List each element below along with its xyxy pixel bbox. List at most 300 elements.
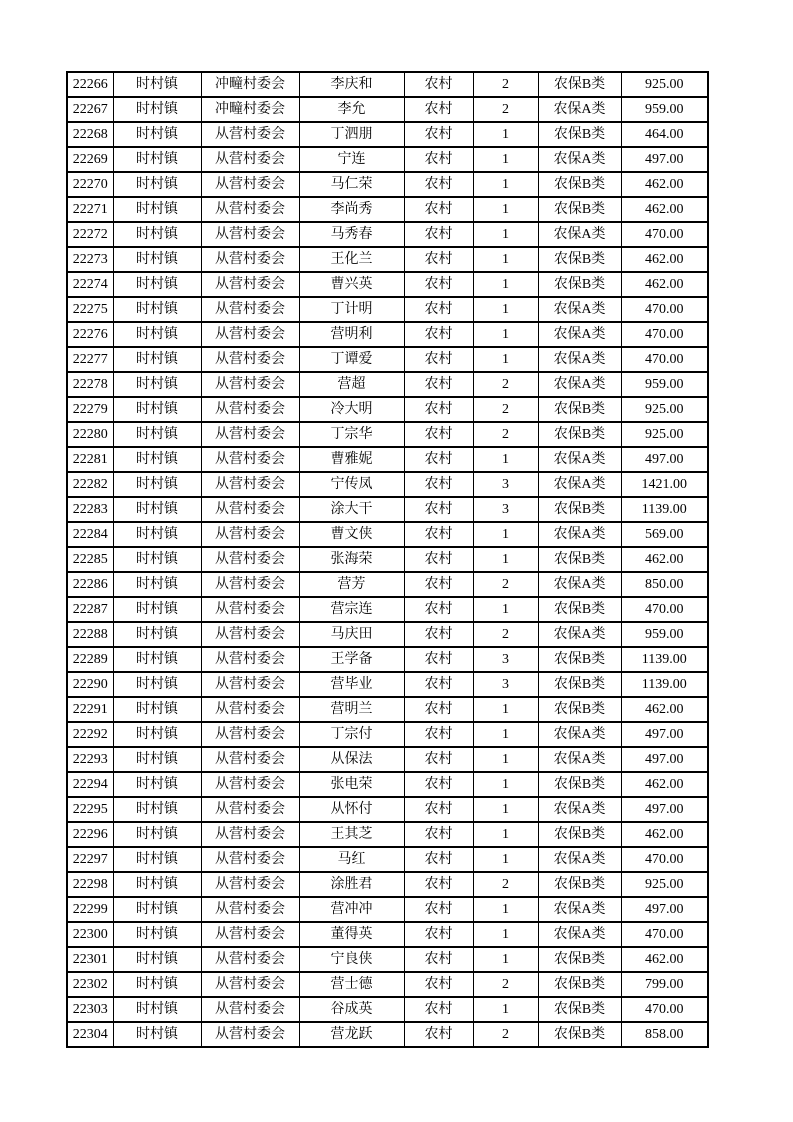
residence-type-cell: 农村 (404, 597, 473, 622)
person-name-cell: 丁谭爱 (299, 347, 404, 372)
serial-number-cell: 22267 (67, 97, 113, 122)
village-committee-cell: 从营村委会 (201, 947, 299, 972)
amount-cell: 497.00 (621, 897, 708, 922)
residence-type-cell: 农村 (404, 72, 473, 97)
amount-cell: 470.00 (621, 847, 708, 872)
serial-number-cell: 22279 (67, 397, 113, 422)
insurance-category-cell: 农保B类 (538, 122, 621, 147)
serial-number-cell: 22287 (67, 597, 113, 622)
serial-number-cell: 22273 (67, 247, 113, 272)
village-committee-cell: 从营村委会 (201, 847, 299, 872)
person-count-cell: 2 (473, 572, 538, 597)
person-count-cell: 1 (473, 897, 538, 922)
village-committee-cell: 从营村委会 (201, 747, 299, 772)
person-count-cell: 1 (473, 847, 538, 872)
amount-cell: 497.00 (621, 797, 708, 822)
person-name-cell: 王其芝 (299, 822, 404, 847)
amount-cell: 925.00 (621, 72, 708, 97)
serial-number-cell: 22269 (67, 147, 113, 172)
amount-cell: 464.00 (621, 122, 708, 147)
person-name-cell: 涂胜君 (299, 872, 404, 897)
insurance-category-cell: 农保B类 (538, 1022, 621, 1047)
serial-number-cell: 22298 (67, 872, 113, 897)
person-count-cell: 1 (473, 222, 538, 247)
residence-type-cell: 农村 (404, 422, 473, 447)
residence-type-cell: 农村 (404, 447, 473, 472)
table-row (67, 747, 708, 772)
table-row (67, 947, 708, 972)
person-count-cell: 2 (473, 622, 538, 647)
person-name-cell: 宁良侠 (299, 947, 404, 972)
person-count-cell: 2 (473, 1022, 538, 1047)
residence-type-cell: 农村 (404, 247, 473, 272)
amount-cell: 462.00 (621, 172, 708, 197)
table-row (67, 697, 708, 722)
village-committee-cell: 从营村委会 (201, 522, 299, 547)
person-count-cell: 1 (473, 747, 538, 772)
serial-number-cell: 22281 (67, 447, 113, 472)
town-cell: 时村镇 (113, 1022, 201, 1047)
residence-type-cell: 农村 (404, 822, 473, 847)
insurance-category-cell: 农保B类 (538, 822, 621, 847)
village-committee-cell: 冲疃村委会 (201, 97, 299, 122)
person-name-cell: 从保法 (299, 747, 404, 772)
insurance-category-cell: 农保A类 (538, 922, 621, 947)
person-count-cell: 1 (473, 272, 538, 297)
person-count-cell: 3 (473, 672, 538, 697)
village-committee-cell: 从营村委会 (201, 697, 299, 722)
serial-number-cell: 22272 (67, 222, 113, 247)
village-committee-cell: 从营村委会 (201, 447, 299, 472)
residence-type-cell: 农村 (404, 647, 473, 672)
amount-cell: 1139.00 (621, 672, 708, 697)
insurance-category-cell: 农保A类 (538, 572, 621, 597)
town-cell: 时村镇 (113, 972, 201, 997)
village-committee-cell: 从营村委会 (201, 572, 299, 597)
insurance-category-cell: 农保B类 (538, 172, 621, 197)
village-committee-cell: 从营村委会 (201, 372, 299, 397)
table-row (67, 772, 708, 797)
person-count-cell: 2 (473, 872, 538, 897)
insurance-category-cell: 农保A类 (538, 897, 621, 922)
residence-type-cell: 农村 (404, 547, 473, 572)
person-name-cell: 营明兰 (299, 697, 404, 722)
person-count-cell: 1 (473, 322, 538, 347)
person-count-cell: 1 (473, 922, 538, 947)
person-name-cell: 营明利 (299, 322, 404, 347)
insurance-category-cell: 农保A类 (538, 797, 621, 822)
person-name-cell: 冷大明 (299, 397, 404, 422)
insurance-category-cell: 农保B类 (538, 547, 621, 572)
serial-number-cell: 22293 (67, 747, 113, 772)
residence-type-cell: 农村 (404, 747, 473, 772)
serial-number-cell: 22275 (67, 297, 113, 322)
person-count-cell: 1 (473, 522, 538, 547)
insurance-category-cell: 农保B类 (538, 197, 621, 222)
serial-number-cell: 22268 (67, 122, 113, 147)
amount-cell: 799.00 (621, 972, 708, 997)
amount-cell: 470.00 (621, 322, 708, 347)
insurance-category-cell: 农保A类 (538, 222, 621, 247)
person-count-cell: 2 (473, 422, 538, 447)
amount-cell: 497.00 (621, 447, 708, 472)
residence-type-cell: 农村 (404, 1022, 473, 1047)
town-cell: 时村镇 (113, 822, 201, 847)
residence-type-cell: 农村 (404, 372, 473, 397)
village-committee-cell: 从营村委会 (201, 547, 299, 572)
serial-number-cell: 22284 (67, 522, 113, 547)
town-cell: 时村镇 (113, 97, 201, 122)
insurance-category-cell: 农保B类 (538, 397, 621, 422)
town-cell: 时村镇 (113, 372, 201, 397)
amount-cell: 925.00 (621, 422, 708, 447)
person-name-cell: 谷成英 (299, 997, 404, 1022)
town-cell: 时村镇 (113, 197, 201, 222)
amount-cell: 959.00 (621, 372, 708, 397)
amount-cell: 850.00 (621, 572, 708, 597)
amount-cell: 462.00 (621, 247, 708, 272)
person-name-cell: 丁计明 (299, 297, 404, 322)
village-committee-cell: 从营村委会 (201, 897, 299, 922)
serial-number-cell: 22288 (67, 622, 113, 647)
village-committee-cell: 从营村委会 (201, 472, 299, 497)
amount-cell: 569.00 (621, 522, 708, 547)
person-count-cell: 2 (473, 372, 538, 397)
amount-cell: 470.00 (621, 347, 708, 372)
town-cell: 时村镇 (113, 722, 201, 747)
serial-number-cell: 22271 (67, 197, 113, 222)
residence-type-cell: 农村 (404, 947, 473, 972)
person-name-cell: 营毕业 (299, 672, 404, 697)
town-cell: 时村镇 (113, 122, 201, 147)
insurance-category-cell: 农保A类 (538, 347, 621, 372)
insurance-category-cell: 农保A类 (538, 847, 621, 872)
town-cell: 时村镇 (113, 147, 201, 172)
person-count-cell: 1 (473, 347, 538, 372)
table-row (67, 547, 708, 572)
village-committee-cell: 从营村委会 (201, 597, 299, 622)
insurance-category-cell: 农保B类 (538, 947, 621, 972)
person-name-cell: 张海荣 (299, 547, 404, 572)
table-row (67, 297, 708, 322)
residence-type-cell: 农村 (404, 622, 473, 647)
person-count-cell: 1 (473, 147, 538, 172)
residence-type-cell: 农村 (404, 397, 473, 422)
table-row (67, 497, 708, 522)
person-name-cell: 营芳 (299, 572, 404, 597)
insurance-category-cell: 农保A类 (538, 322, 621, 347)
town-cell: 时村镇 (113, 672, 201, 697)
amount-cell: 1139.00 (621, 497, 708, 522)
town-cell: 时村镇 (113, 222, 201, 247)
person-name-cell: 李尚秀 (299, 197, 404, 222)
amount-cell: 470.00 (621, 297, 708, 322)
town-cell: 时村镇 (113, 322, 201, 347)
serial-number-cell: 22302 (67, 972, 113, 997)
serial-number-cell: 22304 (67, 1022, 113, 1047)
table-row (67, 797, 708, 822)
serial-number-cell: 22295 (67, 797, 113, 822)
town-cell: 时村镇 (113, 847, 201, 872)
amount-cell: 462.00 (621, 822, 708, 847)
person-count-cell: 1 (473, 997, 538, 1022)
residence-type-cell: 农村 (404, 922, 473, 947)
serial-number-cell: 22266 (67, 72, 113, 97)
table-row (67, 822, 708, 847)
amount-cell: 497.00 (621, 722, 708, 747)
person-count-cell: 3 (473, 472, 538, 497)
residence-type-cell: 农村 (404, 222, 473, 247)
person-name-cell: 李允 (299, 97, 404, 122)
person-name-cell: 宁连 (299, 147, 404, 172)
table-row (67, 422, 708, 447)
insurance-category-cell: 农保B类 (538, 422, 621, 447)
person-name-cell: 曹兴英 (299, 272, 404, 297)
residence-type-cell: 农村 (404, 897, 473, 922)
town-cell: 时村镇 (113, 397, 201, 422)
serial-number-cell: 22300 (67, 922, 113, 947)
table-row (67, 972, 708, 997)
village-committee-cell: 从营村委会 (201, 322, 299, 347)
residence-type-cell: 农村 (404, 772, 473, 797)
town-cell: 时村镇 (113, 872, 201, 897)
table-row (67, 572, 708, 597)
table-row (67, 522, 708, 547)
person-name-cell: 马仁荣 (299, 172, 404, 197)
residence-type-cell: 农村 (404, 797, 473, 822)
serial-number-cell: 22277 (67, 347, 113, 372)
insurance-category-cell: 农保B类 (538, 497, 621, 522)
amount-cell: 470.00 (621, 997, 708, 1022)
table-row (67, 97, 708, 122)
amount-cell: 462.00 (621, 197, 708, 222)
table-row (67, 597, 708, 622)
person-name-cell: 丁宗付 (299, 722, 404, 747)
serial-number-cell: 22274 (67, 272, 113, 297)
serial-number-cell: 22303 (67, 997, 113, 1022)
town-cell: 时村镇 (113, 697, 201, 722)
person-count-cell: 1 (473, 797, 538, 822)
person-name-cell: 从怀付 (299, 797, 404, 822)
insurance-category-cell: 农保B类 (538, 872, 621, 897)
amount-cell: 462.00 (621, 772, 708, 797)
person-count-cell: 1 (473, 247, 538, 272)
insurance-category-cell: 农保A类 (538, 372, 621, 397)
person-name-cell: 董得英 (299, 922, 404, 947)
table-row (67, 472, 708, 497)
village-committee-cell: 从营村委会 (201, 422, 299, 447)
residence-type-cell: 农村 (404, 472, 473, 497)
person-name-cell: 营士德 (299, 972, 404, 997)
person-count-cell: 1 (473, 597, 538, 622)
insurance-category-cell: 农保A类 (538, 447, 621, 472)
serial-number-cell: 22282 (67, 472, 113, 497)
person-name-cell: 马秀春 (299, 222, 404, 247)
amount-cell: 858.00 (621, 1022, 708, 1047)
person-count-cell: 1 (473, 722, 538, 747)
table-row (67, 222, 708, 247)
insurance-category-cell: 农保B类 (538, 997, 621, 1022)
residence-type-cell: 农村 (404, 972, 473, 997)
serial-number-cell: 22290 (67, 672, 113, 697)
person-name-cell: 张电荣 (299, 772, 404, 797)
residence-type-cell: 农村 (404, 172, 473, 197)
town-cell: 时村镇 (113, 247, 201, 272)
village-committee-cell: 从营村委会 (201, 197, 299, 222)
residence-type-cell: 农村 (404, 572, 473, 597)
records-table-body (67, 72, 708, 1047)
town-cell: 时村镇 (113, 422, 201, 447)
table-row (67, 847, 708, 872)
person-count-cell: 3 (473, 497, 538, 522)
table-row (67, 722, 708, 747)
amount-cell: 470.00 (621, 222, 708, 247)
person-count-cell: 1 (473, 547, 538, 572)
table-row (67, 872, 708, 897)
table-row (67, 372, 708, 397)
insurance-category-cell: 农保A类 (538, 97, 621, 122)
table-row (67, 447, 708, 472)
serial-number-cell: 22292 (67, 722, 113, 747)
residence-type-cell: 农村 (404, 147, 473, 172)
person-count-cell: 2 (473, 97, 538, 122)
table-row (67, 897, 708, 922)
person-name-cell: 马庆田 (299, 622, 404, 647)
village-committee-cell: 从营村委会 (201, 247, 299, 272)
person-name-cell: 营超 (299, 372, 404, 397)
residence-type-cell: 农村 (404, 522, 473, 547)
person-count-cell: 1 (473, 947, 538, 972)
table-row (67, 1022, 708, 1047)
person-count-cell: 1 (473, 772, 538, 797)
serial-number-cell: 22270 (67, 172, 113, 197)
town-cell: 时村镇 (113, 522, 201, 547)
village-committee-cell: 从营村委会 (201, 997, 299, 1022)
village-committee-cell: 从营村委会 (201, 872, 299, 897)
person-count-cell: 1 (473, 447, 538, 472)
village-committee-cell: 从营村委会 (201, 297, 299, 322)
serial-number-cell: 22299 (67, 897, 113, 922)
village-committee-cell: 从营村委会 (201, 772, 299, 797)
insurance-category-cell: 农保B类 (538, 697, 621, 722)
table-row (67, 622, 708, 647)
insurance-category-cell: 农保B类 (538, 772, 621, 797)
town-cell: 时村镇 (113, 797, 201, 822)
person-count-cell: 2 (473, 72, 538, 97)
person-name-cell: 李庆和 (299, 72, 404, 97)
insurance-category-cell: 农保B类 (538, 597, 621, 622)
residence-type-cell: 农村 (404, 297, 473, 322)
residence-type-cell: 农村 (404, 697, 473, 722)
insurance-category-cell: 农保B类 (538, 647, 621, 672)
amount-cell: 462.00 (621, 947, 708, 972)
insurance-category-cell: 农保B类 (538, 672, 621, 697)
insurance-category-cell: 农保B类 (538, 972, 621, 997)
table-row (67, 322, 708, 347)
town-cell: 时村镇 (113, 747, 201, 772)
residence-type-cell: 农村 (404, 997, 473, 1022)
town-cell: 时村镇 (113, 472, 201, 497)
town-cell: 时村镇 (113, 72, 201, 97)
person-name-cell: 涂大干 (299, 497, 404, 522)
town-cell: 时村镇 (113, 497, 201, 522)
residence-type-cell: 农村 (404, 497, 473, 522)
serial-number-cell: 22286 (67, 572, 113, 597)
village-committee-cell: 从营村委会 (201, 972, 299, 997)
serial-number-cell: 22301 (67, 947, 113, 972)
town-cell: 时村镇 (113, 922, 201, 947)
insurance-category-cell: 农保A类 (538, 522, 621, 547)
person-count-cell: 2 (473, 972, 538, 997)
amount-cell: 470.00 (621, 597, 708, 622)
serial-number-cell: 22278 (67, 372, 113, 397)
person-name-cell: 马红 (299, 847, 404, 872)
serial-number-cell: 22280 (67, 422, 113, 447)
residence-type-cell: 农村 (404, 272, 473, 297)
serial-number-cell: 22276 (67, 322, 113, 347)
insurance-category-cell: 农保A类 (538, 472, 621, 497)
town-cell: 时村镇 (113, 347, 201, 372)
residence-type-cell: 农村 (404, 672, 473, 697)
table-row (67, 247, 708, 272)
table-row (67, 347, 708, 372)
village-committee-cell: 从营村委会 (201, 822, 299, 847)
town-cell: 时村镇 (113, 997, 201, 1022)
serial-number-cell: 22283 (67, 497, 113, 522)
person-count-cell: 1 (473, 822, 538, 847)
village-committee-cell: 从营村委会 (201, 172, 299, 197)
table-row (67, 672, 708, 697)
person-name-cell: 王学备 (299, 647, 404, 672)
table-row (67, 997, 708, 1022)
residence-type-cell: 农村 (404, 322, 473, 347)
table-row (67, 172, 708, 197)
village-committee-cell: 从营村委会 (201, 622, 299, 647)
amount-cell: 497.00 (621, 747, 708, 772)
village-committee-cell: 从营村委会 (201, 147, 299, 172)
town-cell: 时村镇 (113, 272, 201, 297)
person-name-cell: 营龙跃 (299, 1022, 404, 1047)
serial-number-cell: 22294 (67, 772, 113, 797)
person-name-cell: 宁传凤 (299, 472, 404, 497)
residence-type-cell: 农村 (404, 197, 473, 222)
village-committee-cell: 从营村委会 (201, 672, 299, 697)
residence-type-cell: 农村 (404, 97, 473, 122)
table-row (67, 197, 708, 222)
village-committee-cell: 从营村委会 (201, 722, 299, 747)
village-committee-cell: 从营村委会 (201, 922, 299, 947)
village-committee-cell: 从营村委会 (201, 122, 299, 147)
person-count-cell: 3 (473, 647, 538, 672)
person-count-cell: 1 (473, 297, 538, 322)
person-count-cell: 1 (473, 172, 538, 197)
table-row (67, 272, 708, 297)
town-cell: 时村镇 (113, 947, 201, 972)
village-committee-cell: 从营村委会 (201, 272, 299, 297)
amount-cell: 959.00 (621, 622, 708, 647)
table-row (67, 647, 708, 672)
village-committee-cell: 从营村委会 (201, 397, 299, 422)
amount-cell: 462.00 (621, 697, 708, 722)
village-committee-cell: 从营村委会 (201, 647, 299, 672)
town-cell: 时村镇 (113, 572, 201, 597)
village-committee-cell: 从营村委会 (201, 222, 299, 247)
village-committee-cell: 从营村委会 (201, 1022, 299, 1047)
village-committee-cell: 从营村委会 (201, 797, 299, 822)
serial-number-cell: 22297 (67, 847, 113, 872)
serial-number-cell: 22296 (67, 822, 113, 847)
person-name-cell: 丁泗朋 (299, 122, 404, 147)
